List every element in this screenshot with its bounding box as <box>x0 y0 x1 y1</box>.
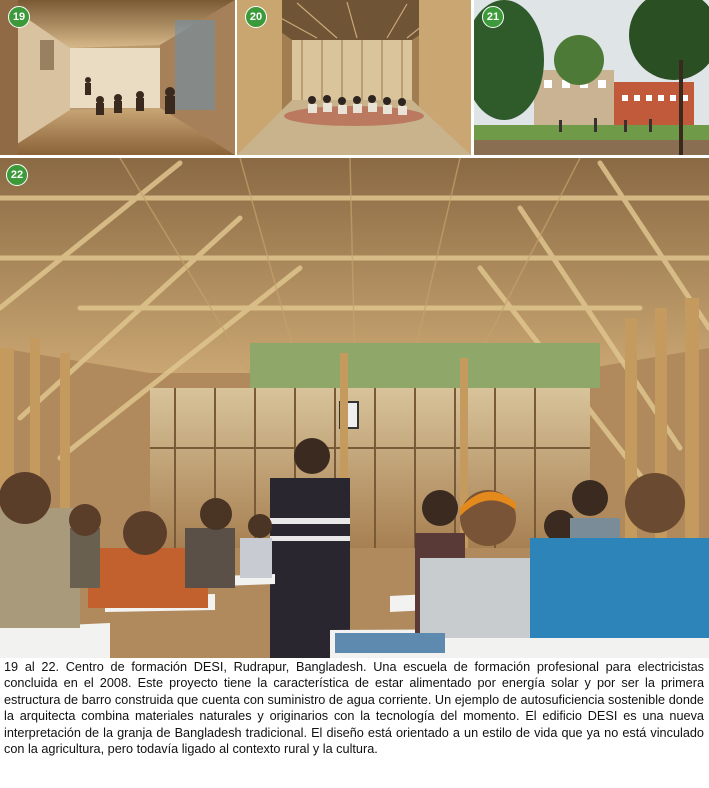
figure-number-badge: 20 <box>245 6 267 28</box>
exterior-image <box>474 0 709 155</box>
photo-20-bamboo-room <box>237 0 471 155</box>
figure-number-badge: 22 <box>6 164 28 186</box>
bamboo-room-image <box>237 0 471 155</box>
figure-number-badge: 21 <box>482 6 504 28</box>
corridor-image <box>0 0 235 155</box>
photo-19-corridor <box>0 0 235 155</box>
classroom-image <box>0 158 709 658</box>
photo-22-classroom <box>0 158 709 658</box>
figure-number-badge: 19 <box>8 6 30 28</box>
photo-21-exterior <box>474 0 709 155</box>
figure-caption: 19 al 22. Centro de formación DESI, Rudrapur, Bangladesh. Una escuela de formación profesional para electricistas concluida en el 2008. Este proyecto tiene la característica de estar alimentado por energía solar y por ser la primera estructura de barro construida que cuenta con suministro de agua corriente. Un ejemplo de autosuficiencia sostenible donde la arquitecta combina materiales naturales y originarios con la tecnología del momento. El edificio DESI es una nueva interpretación de la granja de Bangladesh tradicional. El diseño está orientado a un estilo de vida que ya no está vinculado con la agricultura, pero todavía ligado al contexto rural y la cultura. <box>4 660 704 757</box>
